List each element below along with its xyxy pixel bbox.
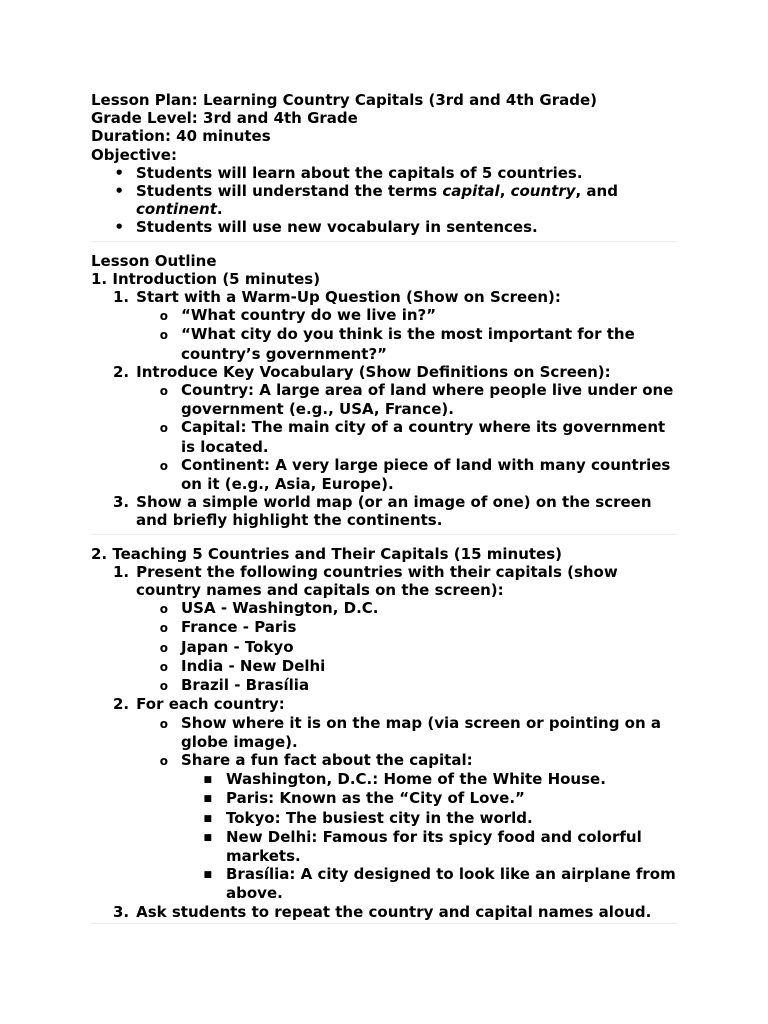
step-text: Present the following countries with their capitals (show country names and capitals on the screen): bbox=[136, 562, 618, 600]
country-capital-text: Brazil - Brasília bbox=[181, 676, 310, 695]
fun-fact-item bbox=[91, 770, 681, 789]
objective-item bbox=[91, 218, 681, 236]
divider bbox=[91, 534, 677, 535]
sub-item bbox=[91, 456, 681, 493]
step bbox=[91, 563, 681, 599]
sub-item bbox=[91, 418, 681, 455]
country-item bbox=[91, 618, 681, 637]
duration: Duration: 40 minutes bbox=[91, 127, 271, 146]
fun-fact-item bbox=[91, 789, 681, 808]
sub-item-text: Continent: A very large piece of land with many countries on it (e.g., Asia, Europe). bbox=[181, 455, 671, 494]
sub-item bbox=[91, 325, 681, 362]
sub-item bbox=[91, 381, 681, 418]
square-marker: ■ bbox=[203, 794, 212, 805]
fun-fact-text: New Delhi: Famous for its spicy food and colorful markets. bbox=[226, 827, 642, 865]
step bbox=[91, 695, 681, 713]
step-number: 1. bbox=[113, 562, 130, 581]
step-number: 3. bbox=[113, 493, 130, 512]
circle-marker: o bbox=[159, 716, 168, 731]
country-capital-text: USA - Washington, D.C. bbox=[181, 599, 379, 618]
step-text: For each country: bbox=[136, 695, 285, 714]
and-text: , and bbox=[575, 182, 618, 201]
step-text: Introduce Key Vocabulary (Show Definitions on Screen): bbox=[136, 362, 611, 381]
document-page bbox=[91, 91, 681, 934]
sub-item-text: “What country do we live in?” bbox=[181, 306, 437, 325]
comma: , bbox=[499, 182, 511, 201]
grade-level: Grade Level: 3rd and 4th Grade bbox=[91, 109, 358, 128]
square-marker: ■ bbox=[203, 775, 212, 786]
fun-fact-text: Paris: Known as the “City of Love.” bbox=[226, 789, 525, 808]
sub-item-text: Capital: The main city of a country where its government is located. bbox=[181, 418, 666, 456]
country-item bbox=[91, 599, 681, 618]
circle-marker: o bbox=[159, 753, 168, 768]
circle-marker: o bbox=[159, 621, 168, 636]
step bbox=[91, 363, 681, 381]
circle-marker: o bbox=[159, 421, 168, 436]
objective-item bbox=[91, 164, 681, 182]
divider bbox=[91, 923, 677, 924]
term-continent: continent bbox=[136, 200, 217, 219]
circle-marker: o bbox=[159, 659, 168, 674]
period: . bbox=[216, 200, 223, 219]
step bbox=[91, 288, 681, 306]
country-capital-text: France - Paris bbox=[181, 618, 297, 637]
circle-marker: o bbox=[159, 640, 168, 655]
circle-marker: o bbox=[159, 458, 168, 473]
square-marker: ■ bbox=[203, 832, 212, 843]
bullet-marker: • bbox=[114, 218, 124, 237]
circle-marker: o bbox=[159, 602, 168, 617]
fun-fact-item bbox=[91, 865, 681, 902]
sub-item bbox=[91, 751, 681, 770]
objective-text: Students will learn about the capitals of 5 countries. bbox=[136, 163, 583, 182]
country-item bbox=[91, 657, 681, 676]
fun-fact-text: Tokyo: The busiest city in the world. bbox=[226, 808, 533, 827]
bullet-marker: • bbox=[114, 182, 124, 201]
fun-fact-item bbox=[91, 809, 681, 828]
step-text: Start with a Warm-Up Question (Show on Screen): bbox=[136, 288, 561, 307]
fun-fact-item bbox=[91, 828, 681, 865]
circle-marker: o bbox=[159, 384, 168, 399]
objective-text: Students will understand the terms bbox=[136, 182, 443, 201]
step bbox=[91, 903, 681, 921]
sub-item-text: “What city do you think is the most important for the country’s government?” bbox=[181, 325, 635, 363]
divider bbox=[91, 241, 677, 242]
step-number: 3. bbox=[113, 902, 130, 921]
document-title: Lesson Plan: Learning Country Capitals (3rd and 4th Grade) bbox=[91, 91, 598, 109]
fun-fact-text: Washington, D.C.: Home of the White House. bbox=[226, 770, 606, 789]
country-item bbox=[91, 676, 681, 695]
square-marker: ■ bbox=[203, 870, 212, 881]
country-capital-text: Japan - Tokyo bbox=[181, 637, 294, 656]
section-heading: 2. Teaching 5 Countries and Their Capitals (15 minutes) bbox=[91, 544, 563, 563]
step-text: Show a simple world map (or an image of one) on the screen and briefly highlight the continents. bbox=[136, 493, 652, 530]
circle-marker: o bbox=[159, 309, 168, 324]
bullet-marker: • bbox=[114, 163, 124, 182]
country-item bbox=[91, 638, 681, 657]
step-number: 2. bbox=[113, 695, 130, 714]
step-number: 2. bbox=[113, 362, 130, 381]
outline-heading: Lesson Outline bbox=[91, 251, 217, 270]
circle-marker: o bbox=[159, 679, 168, 694]
section-heading: 1. Introduction (5 minutes) bbox=[91, 269, 321, 288]
term-country: country bbox=[510, 182, 576, 201]
sub-item-text: Country: A large area of land where people live under one government (e.g., USA, France). bbox=[181, 381, 674, 419]
country-capital-text: India - New Delhi bbox=[181, 656, 326, 675]
circle-marker: o bbox=[159, 328, 168, 343]
fun-fact-text: Brasília: A city designed to look like an airplane from above. bbox=[226, 865, 676, 903]
step bbox=[91, 493, 681, 529]
objective-item bbox=[91, 182, 681, 218]
sub-item bbox=[91, 714, 681, 751]
sub-item bbox=[91, 306, 681, 325]
objective-label: Objective: bbox=[91, 145, 177, 164]
sub-item-text: Share a fun fact about the capital: bbox=[181, 750, 473, 769]
square-marker: ■ bbox=[203, 813, 212, 824]
objective-text: Students will use new vocabulary in sentences. bbox=[136, 218, 538, 237]
sub-item-text: Show where it is on the map (via screen or pointing on a globe image). bbox=[181, 713, 662, 751]
term-capital: capital bbox=[442, 182, 500, 201]
step-number: 1. bbox=[113, 288, 130, 307]
step-text: Ask students to repeat the country and capital names aloud. bbox=[136, 902, 652, 921]
